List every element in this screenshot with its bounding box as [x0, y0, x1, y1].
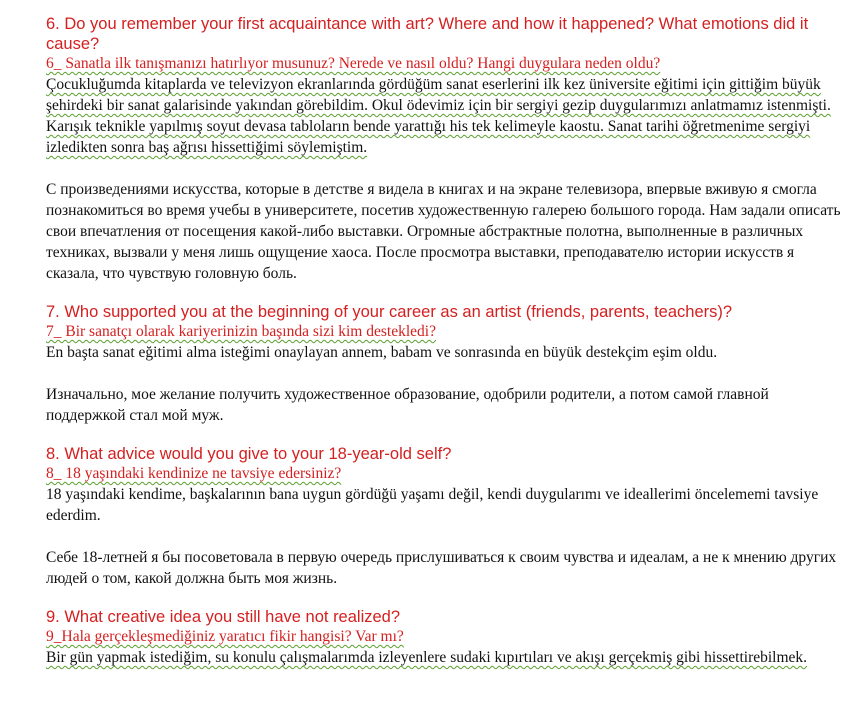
- paragraph-spacer: [46, 158, 846, 179]
- answer-russian: Изначально, мое желание получить художественное образование, одобрили родители, а потом самой главной поддержкой стал мой муж.: [46, 386, 769, 424]
- section-spacer: [46, 426, 846, 444]
- answer-russian: С произведениями искусства, которые в детстве я видела в книгах и на экране телевизора, впервые вживую я смогла познакомиться во время учебы в университете, посетив художественную галерею большого города. Нам задали описать свои впечатления от посещения какой-либо выставки. Огромные абстрактные полотна, выполненные в различных техниках, вызвали у меня лишь ощущение хаоса. После просмотра выставки, преподавателю истории искусств я сказала, что чувствую головную боль.: [46, 181, 841, 282]
- section-spacer: [46, 284, 846, 302]
- question-english: 8. What advice would you give to your 18-year-old self?: [46, 445, 452, 463]
- section-9: [46, 607, 846, 668]
- answer-russian: Себе 18-летней я бы посоветовала в первую очередь прислушиваться к своим чувства и идеалам, а не к мнению других людей о том, какой должна быть моя жизнь.: [46, 549, 837, 587]
- document-body: [46, 14, 846, 668]
- section-6: [46, 14, 846, 284]
- question-turkish: 6_ Sanatla ilk tanışmanızı hatırlıyor musunuz? Nerede ve nasıl oldu? Hangi duygulara neden oldu?: [46, 55, 661, 72]
- section-7: [46, 302, 846, 426]
- answer-turkish: Bir gün yapmak istediğim, su konulu çalışmalarımda izleyenlere sudaki kıpırtıları ve akışı gerçekmiş gibi hissettirebilmek.: [46, 649, 808, 666]
- paragraph-spacer: [46, 526, 846, 547]
- question-english: 9. What creative idea you still have not realized?: [46, 608, 401, 626]
- question-turkish: 7_ Bir sanatçı olarak kariyerinizin başında sizi kim destekledi?: [46, 323, 436, 340]
- question-english: 7. Who supported you at the beginning of your career as an artist (friends, parents, teachers)?: [46, 303, 733, 321]
- question-turkish: 9_Hala gerçekleşmediğiniz yaratıcı fikir hangisi? Var mı?: [46, 628, 404, 645]
- section-8: [46, 444, 846, 589]
- section-spacer: [46, 589, 846, 607]
- paragraph-spacer: [46, 363, 846, 384]
- answer-turkish: En başta sanat eğitimi alma isteğimi onaylayan annem, babam ve sonrasında en büyük destekçim eşim oldu.: [46, 344, 718, 361]
- answer-turkish: 18 yaşındaki kendime, başkalarının bana uygun gördüğü yaşamı değil, kendi duygularımı ve ideallerimi öncelememi tavsiye ederdim.: [46, 486, 819, 524]
- question-english: 6. Do you remember your first acquaintance with art? Where and how it happened? What emotions did it cause?: [46, 15, 809, 53]
- answer-turkish: Çocukluğumda kitaplarda ve televizyon ekranlarında gördüğüm sanat eserlerini ilk kez üniversite eğitimi için gittiğim büyük şehirdeki bir sanat galarisinde yakından görebildim. Okul ödevimiz için bir sergiyi gezip duygularımızı anlatmamız istenmişti. Karışık teknikle yapılmış soyut devasa tabloların bende yarattığı his tek kelimeyle kaostu. Sanat tarihi öğretmenime sergiyi izledikten sonra baş ağrısı hissettiğimi söylemiştim.: [46, 76, 831, 156]
- question-turkish: 8_ 18 yaşındaki kendinize ne tavsiye edersiniz?: [46, 465, 342, 482]
